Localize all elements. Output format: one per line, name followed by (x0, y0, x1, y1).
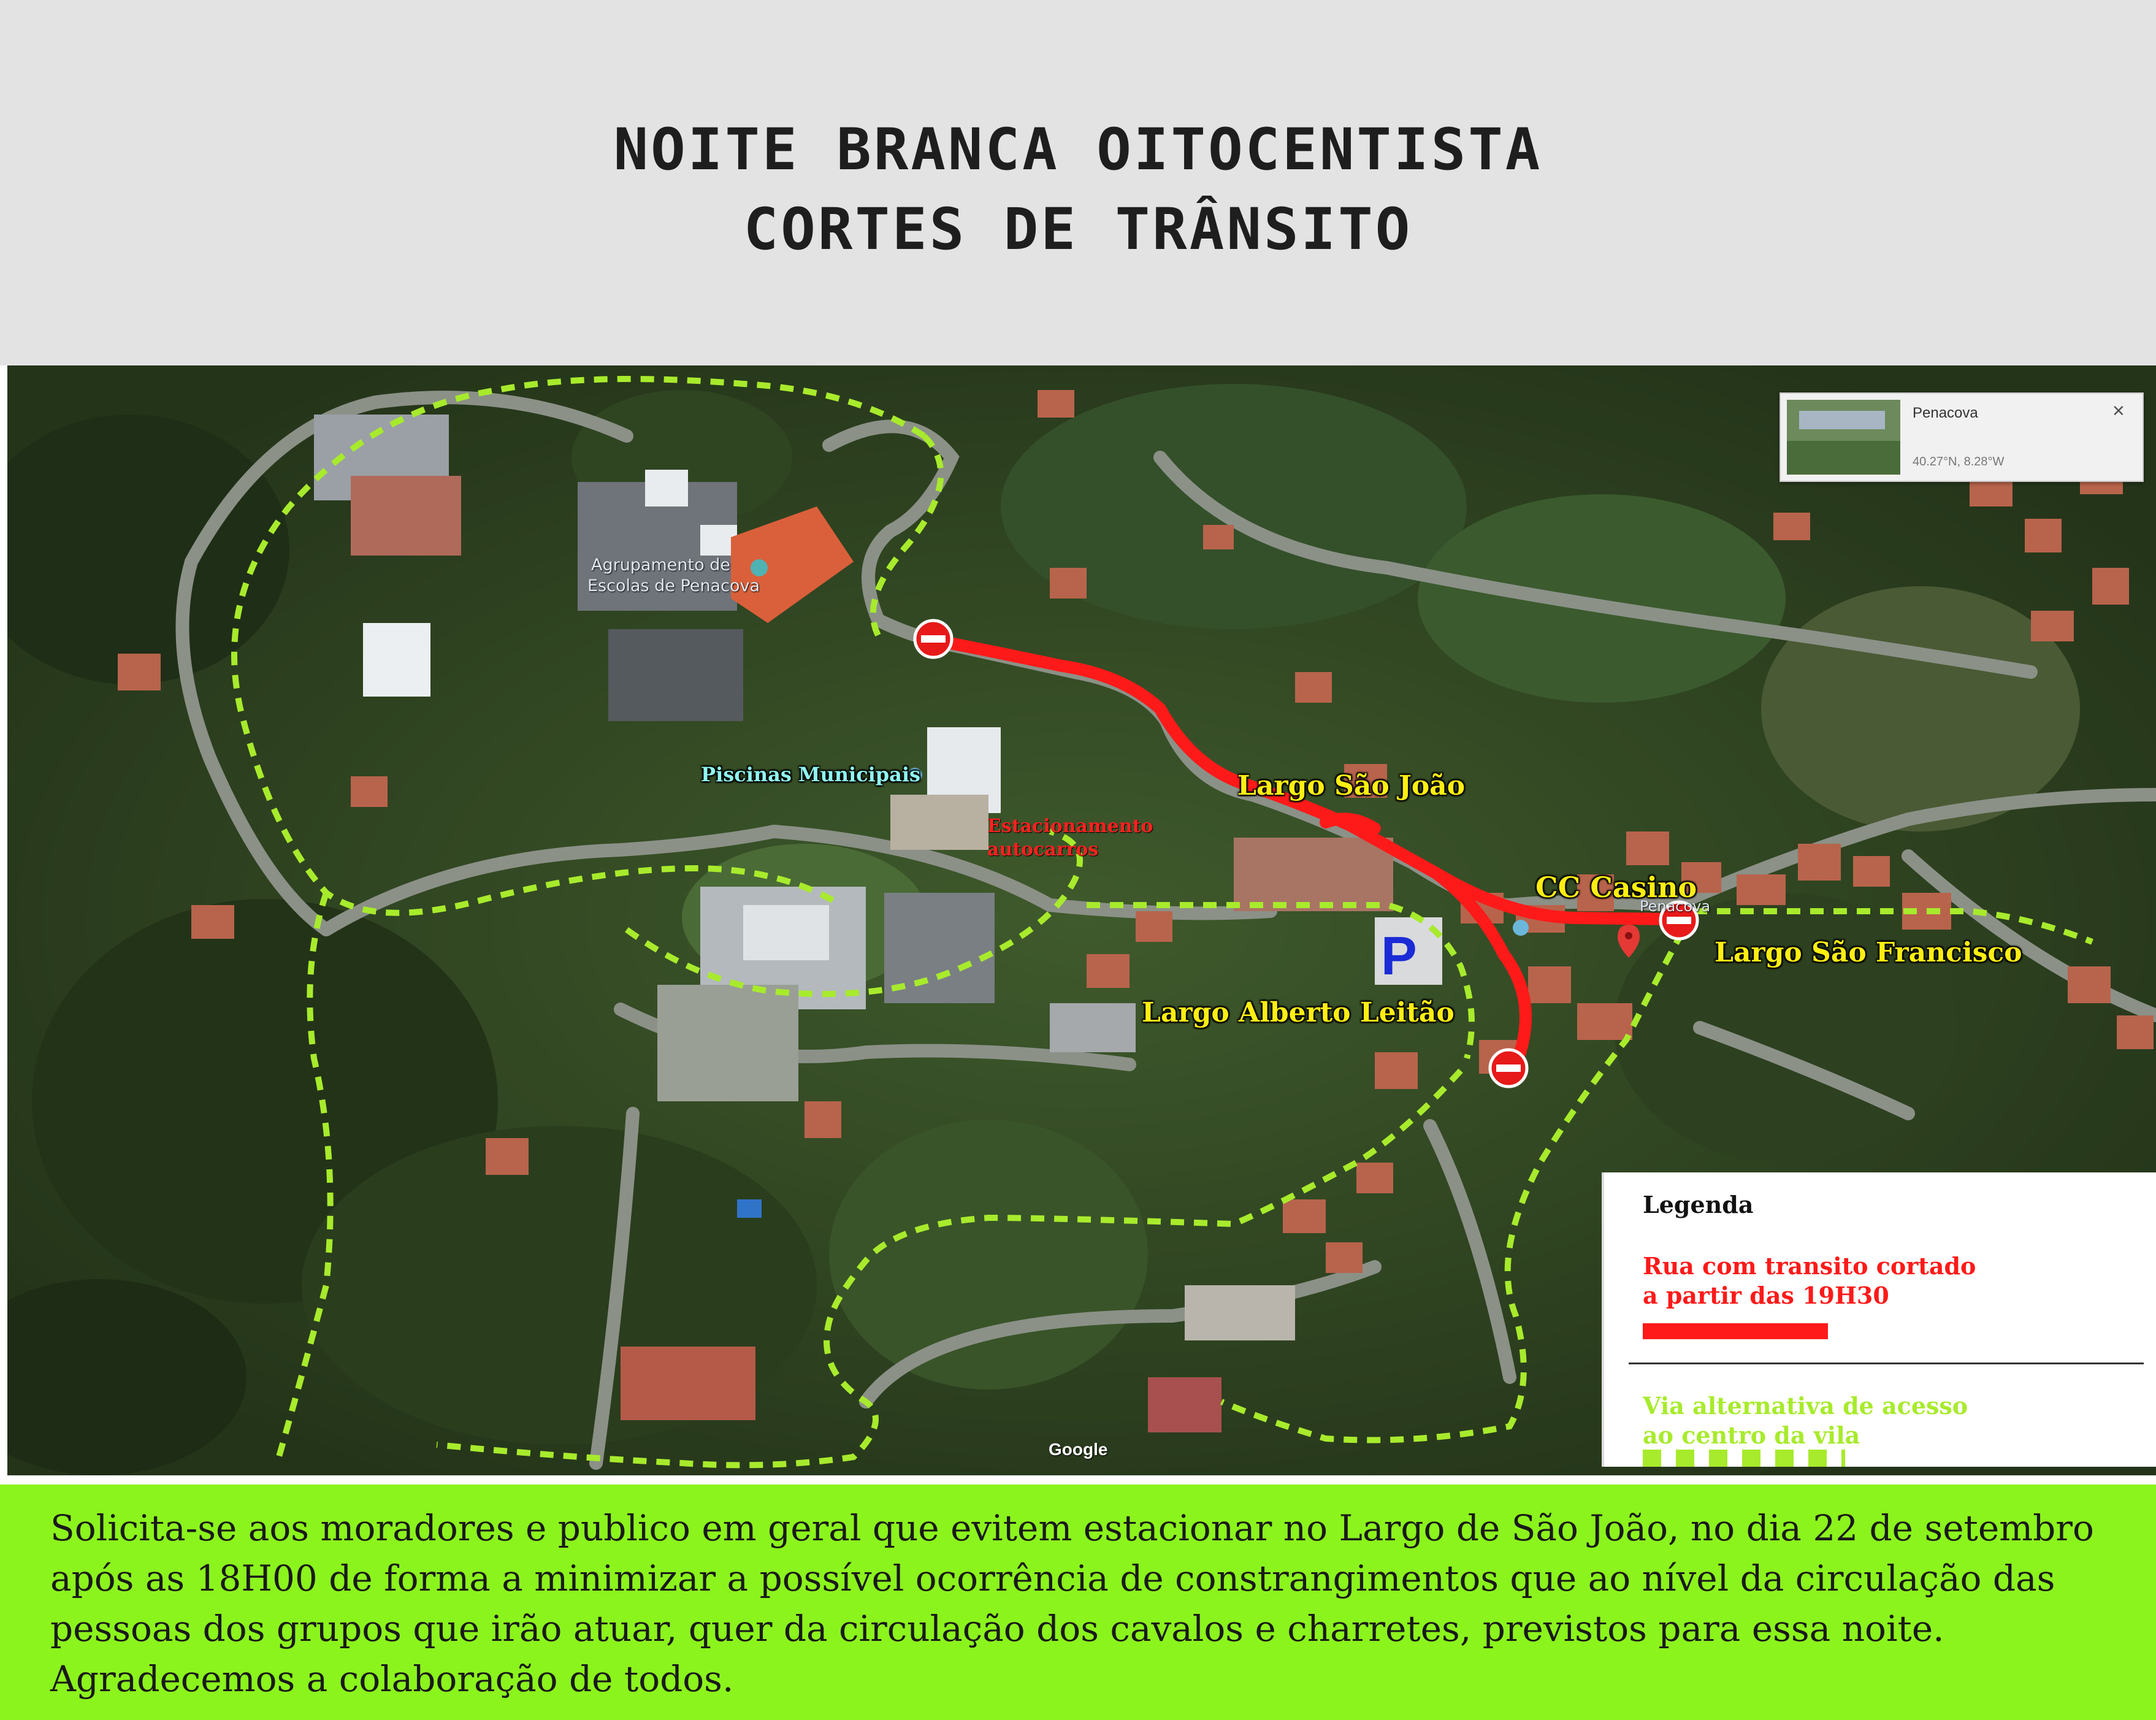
school-label-line2: Escolas de Penacova (587, 576, 760, 595)
label-cc-casino: CC Casino (1535, 871, 1697, 904)
footer-line-1: Solicita-se aos moradores e publico em geral que evitem estacionar no Largo de São João, no dia 22 de setembro (50, 1507, 2094, 1549)
title-line-2: CORTES DE TRÂNSITO (743, 196, 1413, 263)
footer-line-4: Agradecemos a colaboração de todos. (50, 1658, 734, 1700)
legend-title: Legenda (1643, 1191, 1754, 1218)
title-line-1: NOITE BRANCA OITOCENTISTA (613, 117, 1543, 183)
place-thumbnail (1787, 400, 1900, 475)
header-banner (0, 0, 2156, 365)
map-attribution: Google (1049, 1440, 1108, 1459)
label-largo-sao-joao: Largo São João (1237, 770, 1466, 801)
footer-line-3: pessoas dos grupos que irão atuar, quer da circulação dos cavalos e charretes, previstos para essa noite. (50, 1608, 1944, 1649)
label-largo-sao-francisco: Largo São Francisco (1714, 937, 2022, 968)
close-icon[interactable]: ✕ (2112, 402, 2125, 421)
info-card-coords: 40.27°N, 8.28°W (1913, 455, 2005, 468)
no-entry-icon (1490, 1050, 1527, 1087)
legend-alt-swatch (1643, 1450, 1845, 1467)
label-estacionamento-line1: Estacionamento (987, 816, 1153, 837)
legend-closed-line1: Rua com transito cortado (1643, 1252, 1976, 1280)
legend-closed-swatch (1643, 1323, 1828, 1339)
label-largo-alberto-leitao: Largo Alberto Leitão (1142, 997, 1455, 1028)
label-estacionamento-line2: autocarros (987, 839, 1099, 860)
satellite-map[interactable] (7, 365, 2156, 1475)
map-legend (1602, 1172, 2156, 1467)
legend-divider (1629, 1363, 2144, 1364)
info-card-place: Penacova (1913, 405, 1978, 421)
no-entry-icon (915, 621, 952, 657)
place-info-card[interactable] (1779, 392, 2144, 482)
legend-alt-line1: Via alternativa de acesso (1643, 1392, 1968, 1420)
footer-line-2: após as 18H00 de forma a minimizar a possível ocorrência de constrangimentos que ao nível da circulação das (50, 1558, 2055, 1599)
pool (737, 1199, 762, 1218)
school-label-line1: Agrupamento de (591, 556, 730, 575)
footer-notice (0, 1485, 2156, 1720)
town-label: Penacova (1640, 898, 1711, 915)
legend-closed-line2: a partir das 19H30 (1643, 1282, 1889, 1309)
poi-marker-icon (1513, 920, 1529, 936)
school-marker-icon (751, 559, 768, 576)
legend-alt-line2: ao centro da vila (1643, 1421, 1860, 1449)
footer-text (50, 1503, 2111, 1704)
parking-icon: P (1381, 925, 1417, 986)
label-piscinas-municipais: Piscinas Municipais (701, 763, 921, 786)
